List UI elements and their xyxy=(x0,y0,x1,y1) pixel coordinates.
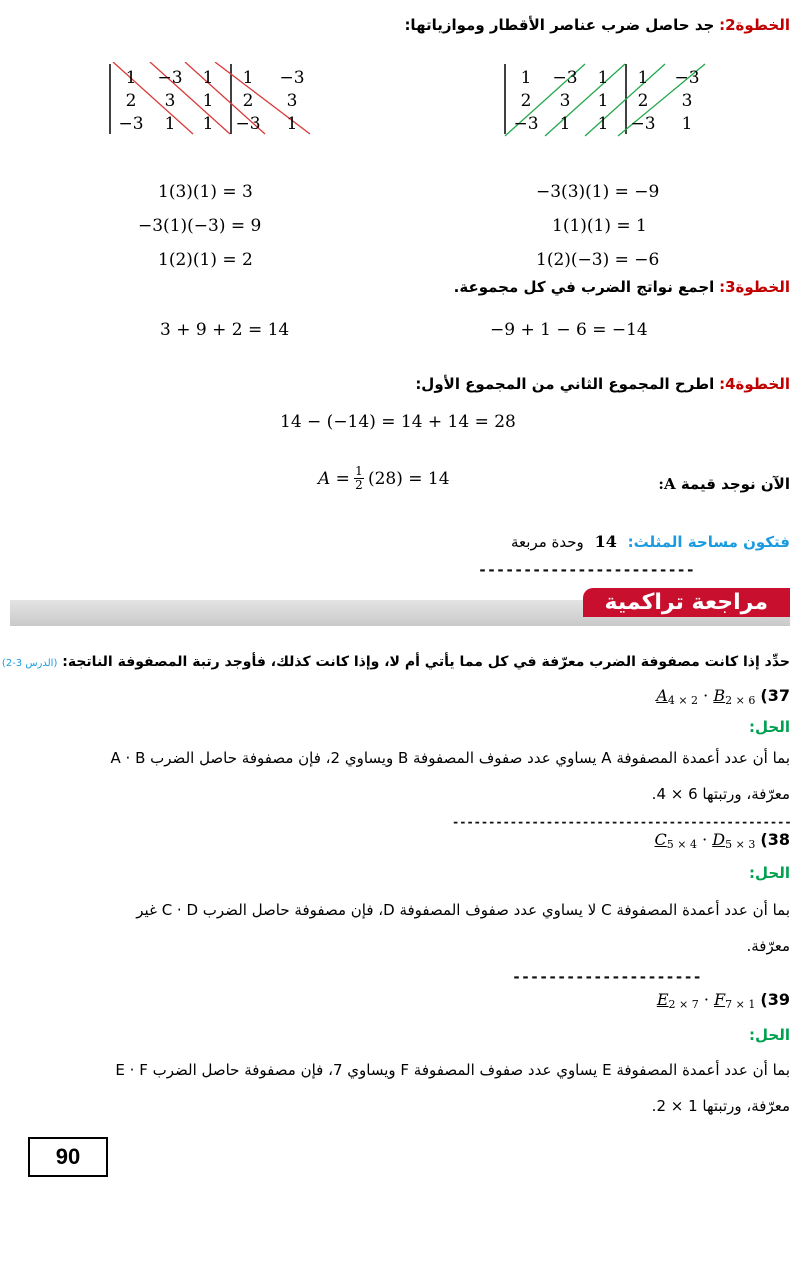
banner-title: مراجعة تراكمية xyxy=(583,588,790,617)
sum-left: 3 + 9 + 2 = 14 xyxy=(160,320,290,340)
product-right-3: 1(2)(−3) = −6 xyxy=(536,250,660,270)
p37-matrix-a: A xyxy=(656,686,668,705)
problem-39 xyxy=(657,990,790,1011)
p39-matrix-e: E xyxy=(656,990,669,1009)
ml-r2c0: −3 xyxy=(118,114,144,134)
find-a-text: الآن نوجد قيمة xyxy=(680,475,790,493)
mr-r1c1: 3 xyxy=(559,91,571,111)
p37-line1: بما أن عدد أعمدة المصفوفة A يساوي عدد صفوف المصفوفة B ويساوي 2، فإن مصفوفة حاصل الضرب A · B xyxy=(110,749,790,767)
instruction xyxy=(2,654,790,670)
p39-solution-label: الحل: xyxy=(749,1026,790,1044)
step2-label: الخطوة2: xyxy=(719,16,790,34)
area-eq-right: (28) = 14 xyxy=(367,468,450,489)
p37-line2: معرّفة، ورتبتها 6 × 4. xyxy=(651,785,790,803)
p38-number: (38 xyxy=(760,830,790,849)
step3-heading xyxy=(454,278,790,296)
mr-r2c0: −3 xyxy=(513,114,539,134)
p37-solution-label: الحل: xyxy=(749,718,790,736)
ml-r1c0: 2 xyxy=(125,91,137,111)
separator-top: ------------------------ xyxy=(478,561,695,579)
conclusion xyxy=(511,532,790,551)
separator-a: ----------------------------------------------- xyxy=(452,815,792,829)
difference-equation: 14 − (−14) = 14 + 14 = 28 xyxy=(280,412,516,432)
fraction-denominator: 2 xyxy=(355,478,363,492)
fraction-numerator: 1 xyxy=(355,464,363,478)
matrix-right-cells xyxy=(507,67,717,136)
p38-line1: بما أن عدد أعمدة المصفوفة C لا يساوي عدد صفوف المصفوفة D، فإن مصفوفة حاصل الضرب C · D غير xyxy=(136,901,790,919)
mr-r1c3: 2 xyxy=(637,91,649,111)
find-a-label xyxy=(658,475,790,493)
ml-r0c0: 1 xyxy=(125,68,137,88)
p38-matrix-d: D xyxy=(712,830,726,849)
p37-a-dim: 4 × 2 xyxy=(667,694,699,707)
mr-r1c4: 3 xyxy=(681,91,693,111)
problem-37 xyxy=(656,686,790,707)
separator-b: --------------------- xyxy=(512,968,702,986)
step3-label: الخطوة3: xyxy=(719,278,790,296)
p38-solution xyxy=(16,892,790,964)
mr-r0c2: 1 xyxy=(597,68,609,88)
area-eq-left: A = xyxy=(318,468,350,489)
lesson-ref: (الدرس 3-2) xyxy=(1,658,58,669)
ml-r0c1: −3 xyxy=(157,68,183,88)
step3-text: اجمع نواتج الضرب في كل مجموعة. xyxy=(453,278,715,296)
step4-text: اطرح المجموع الثاني من المجموع الأول: xyxy=(415,375,715,393)
ml-r2c3: −3 xyxy=(235,114,261,134)
product-left-1: 1(3)(1) = 3 xyxy=(158,182,253,202)
p37-b-dim: 2 × 6 xyxy=(725,694,756,707)
p39-number: (39 xyxy=(760,990,790,1009)
mr-r0c0: 1 xyxy=(520,68,532,88)
mr-r1c2: 1 xyxy=(597,91,609,111)
area-equation xyxy=(318,465,450,492)
ml-r1c1: 3 xyxy=(164,91,176,111)
p38-solution-label: الحل: xyxy=(749,864,790,882)
step2-heading xyxy=(404,16,790,34)
mr-r0c4: −3 xyxy=(674,68,700,88)
p37-number: (37 xyxy=(760,686,790,705)
p39-solution xyxy=(16,1052,790,1124)
ml-r1c4: 3 xyxy=(286,91,298,111)
ml-r2c1: 1 xyxy=(164,114,176,134)
step4-heading xyxy=(415,375,790,393)
conclusion-value: 14 xyxy=(594,532,617,551)
mr-r0c3: 1 xyxy=(637,68,649,88)
step4-label: الخطوة4: xyxy=(719,375,790,393)
ml-r2c2: 1 xyxy=(202,114,214,134)
mr-r2c4: 1 xyxy=(681,114,693,134)
products-left xyxy=(138,175,262,277)
problem-38 xyxy=(655,830,790,851)
conclusion-label: فتكون مساحة المثلث: xyxy=(627,533,790,551)
conclusion-unit: وحدة مربعة xyxy=(511,533,584,551)
mr-r1c0: 2 xyxy=(520,91,532,111)
p37-matrix-b: B xyxy=(713,686,726,705)
product-right-1: −3(3)(1) = −9 xyxy=(536,182,660,202)
p39-line2: معرّفة، ورتبتها 1 × 2. xyxy=(651,1097,790,1115)
ml-r2c4: 1 xyxy=(286,114,298,134)
dot-operator: · xyxy=(703,686,709,705)
p39-f-dim: 7 × 1 xyxy=(725,998,756,1011)
p39-line1: بما أن عدد أعمدة المصفوفة E يساوي عدد صفوف المصفوفة F ويساوي 7، فإن مصفوفة حاصل الضرب E · F xyxy=(115,1061,790,1079)
sum-right: −9 + 1 − 6 = −14 xyxy=(490,320,648,340)
product-right-2: 1(1)(1) = 1 xyxy=(552,216,647,236)
mr-r2c3: −3 xyxy=(630,114,656,134)
p38-d-dim: 5 × 3 xyxy=(725,838,756,851)
products-right xyxy=(536,175,659,277)
p38-c-dim: 5 × 4 xyxy=(666,838,697,851)
instruction-text: حدِّد إذا كانت مصفوفة الضرب معرّفة في كل مما يأتي أم لا، وإذا كانت كذلك، فأوجد رتبة المصفوفة الناتجة: xyxy=(62,654,790,670)
ml-r1c2: 1 xyxy=(202,91,214,111)
product-left-3: 1(2)(1) = 2 xyxy=(158,250,253,270)
step2-text: جد حاصل ضرب عناصر الأقطار وموازياتها: xyxy=(404,16,715,34)
product-left-2: −3(1)(−3) = 9 xyxy=(138,216,262,236)
p39-matrix-f: F xyxy=(714,990,726,1009)
dot-operator: · xyxy=(702,830,708,849)
ml-r0c2: 1 xyxy=(202,68,214,88)
ml-r0c4: −3 xyxy=(279,68,305,88)
ml-r0c3: 1 xyxy=(242,68,254,88)
p39-e-dim: 2 × 7 xyxy=(668,998,699,1011)
fraction-half xyxy=(354,465,364,492)
mr-r0c1: −3 xyxy=(552,68,578,88)
page-number: 90 xyxy=(28,1137,108,1177)
p38-line2: معرّفة. xyxy=(746,937,790,955)
find-a-var: A: xyxy=(658,475,676,493)
p37-solution xyxy=(16,740,790,812)
dot-operator: · xyxy=(703,990,709,1009)
p38-matrix-c: C xyxy=(654,830,667,849)
matrix-left-cells xyxy=(112,67,322,136)
ml-r1c3: 2 xyxy=(242,91,254,111)
mr-r2c2: 1 xyxy=(597,114,609,134)
mr-r2c1: 1 xyxy=(559,114,571,134)
